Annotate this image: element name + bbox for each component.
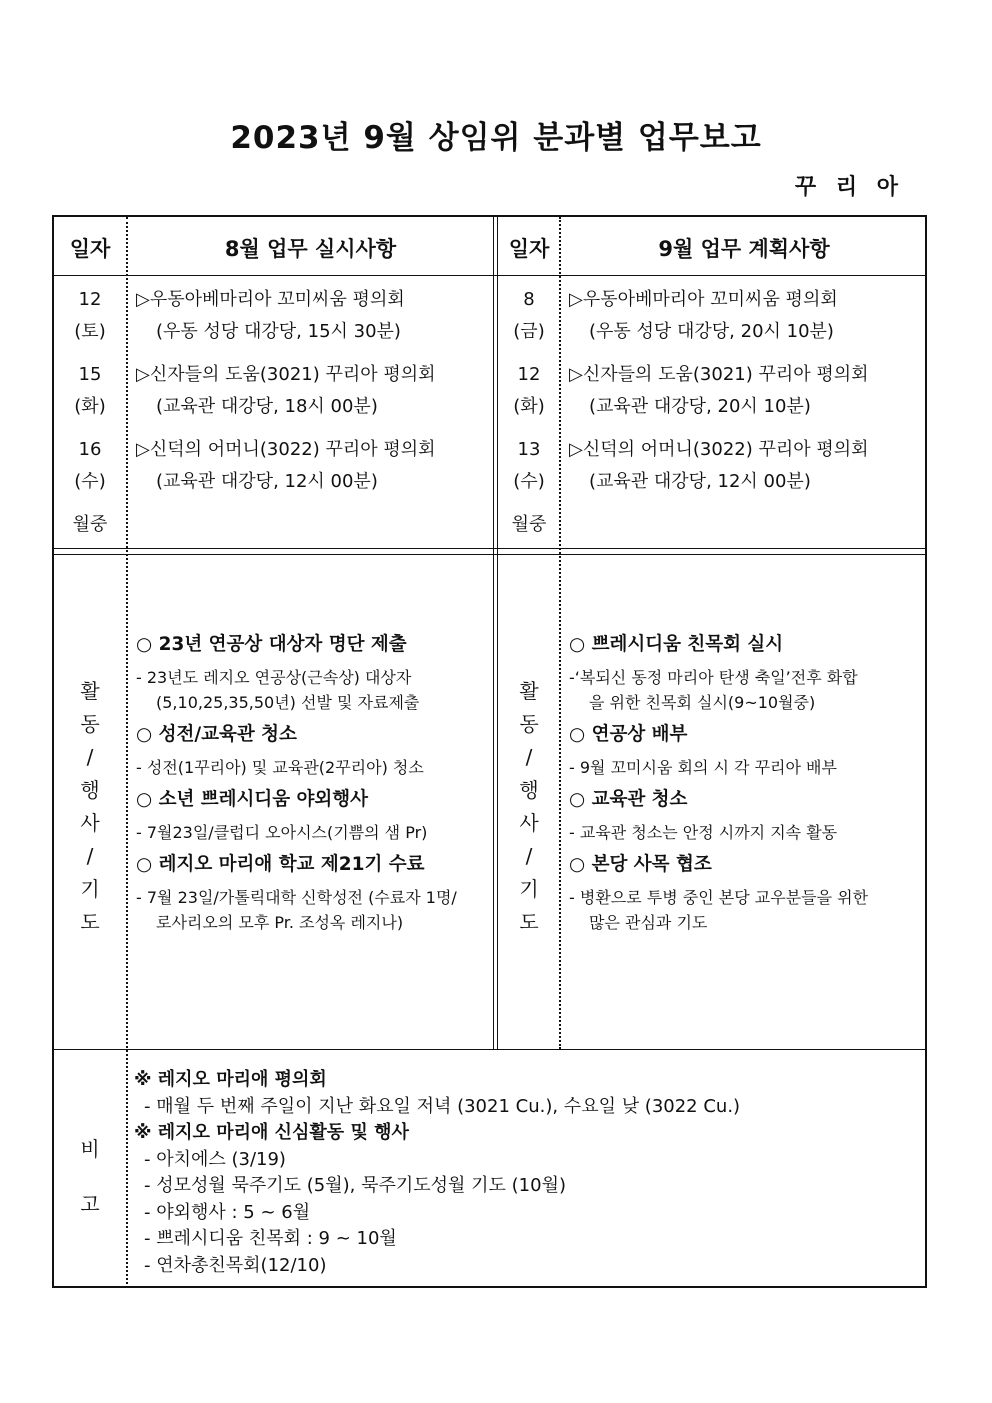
center-divider-left <box>493 217 494 1049</box>
monthly-label: 월중 <box>72 514 108 535</box>
activity-heading: ○ 연공상 배부 <box>569 724 688 745</box>
label-char: 고 <box>80 1192 100 1216</box>
list-item <box>136 284 436 348</box>
label-char: 동 <box>80 712 100 736</box>
header-august: 8월 업무 실시사항 <box>224 237 397 261</box>
label-char: / <box>86 844 94 868</box>
label-char: 동 <box>519 712 539 736</box>
activity-label-left <box>54 675 126 939</box>
meeting-detail: (교육관 대강당, 12시 00분) <box>156 471 378 492</box>
activity-heading: ○ 쁘레시디움 친목회 실시 <box>569 634 784 655</box>
list-item <box>136 359 436 423</box>
activity-heading: ○ 레지오 마리애 학교 제21기 수료 <box>136 854 425 875</box>
date-weekday: (수) <box>513 471 545 492</box>
date-weekday: (금) <box>513 321 545 342</box>
september-schedule <box>569 284 869 509</box>
label-char: / <box>525 844 533 868</box>
activity-line: - 23년도 레지오 연공상(근속상) 대상자 <box>136 668 412 687</box>
remarks-line: - 매월 두 번째 주일이 지난 화요일 저녁 (3021 Cu.), 수요일 낮 (3022 Cu.) <box>144 1095 741 1117</box>
date2-column-divider <box>559 217 561 1049</box>
activity-line: - 7월 23일/가톨릭대학 신학성전 (수료자 1명/ <box>136 888 457 907</box>
label-char: / <box>86 745 94 769</box>
date-column-divider <box>126 217 128 1288</box>
list-item <box>569 434 869 498</box>
activity-heading: ○ 교육관 청소 <box>569 789 688 810</box>
activity-line: 을 위한 친목회 실시(9~10월중) <box>589 693 816 712</box>
list-item <box>136 434 436 498</box>
activity-line: - 성전(1꾸리아) 및 교육관(2꾸리아) 청소 <box>136 758 424 777</box>
activity-line: - 교육관 청소는 안정 시까지 지속 활동 <box>569 823 838 842</box>
date-day: 15 <box>78 364 102 385</box>
center-divider-right <box>497 217 498 1049</box>
monthly-label: 월중 <box>511 514 547 535</box>
section-divider-top <box>54 548 925 549</box>
document-title: 2023년 9월 상임위 분과별 업무보고 <box>230 120 762 156</box>
meeting-detail: (교육관 대강당, 20시 10분) <box>589 396 811 417</box>
meeting-title: ▷우동아베마리아 꼬미씨움 평의회 <box>136 289 405 310</box>
label-char: 행 <box>80 778 100 802</box>
date-day: 16 <box>78 439 102 460</box>
august-schedule <box>136 284 436 509</box>
date-weekday: (화) <box>74 396 106 417</box>
meeting-title: ▷신자들의 도움(3021) 꾸리아 평의회 <box>136 364 436 385</box>
activity-line: (5,10,25,35,50년) 선발 및 자료제출 <box>156 693 420 712</box>
activity-line: - 9월 꼬미시움 회의 시 각 꾸리아 배부 <box>569 758 837 777</box>
date-day: 13 <box>517 439 541 460</box>
date-weekday: (화) <box>513 396 545 417</box>
meeting-title: ▷신덕의 어머니(3022) 꾸리아 평의회 <box>569 439 869 460</box>
label-char: 행 <box>519 778 539 802</box>
label-char: 사 <box>519 811 539 835</box>
meeting-detail: (교육관 대강당, 18시 00분) <box>156 396 378 417</box>
remarks-line: - 연차총친목회(12/10) <box>144 1254 327 1276</box>
label-char: 기 <box>519 877 539 901</box>
label-char: 도 <box>80 910 100 934</box>
remarks-content <box>134 1067 740 1279</box>
date-day: 8 <box>523 289 535 310</box>
list-item <box>569 359 869 423</box>
activity-line: 많은 관심과 기도 <box>589 913 708 932</box>
list-item <box>569 284 869 348</box>
meeting-detail: (우동 성당 대강당, 20시 10분) <box>589 321 834 342</box>
remarks-section-title: ※ 레지오 마리애 평의회 <box>134 1069 327 1090</box>
activity-line: - 병환으로 투병 중인 본당 교우분들을 위한 <box>569 888 869 907</box>
activity-heading: ○ 본당 사목 협조 <box>569 854 712 875</box>
section-divider-bottom <box>54 554 925 555</box>
remarks-divider <box>54 1049 925 1050</box>
label-char: 도 <box>519 910 539 934</box>
meeting-title: ▷신자들의 도움(3021) 꾸리아 평의회 <box>569 364 869 385</box>
activity-label-right <box>499 675 559 939</box>
organization-name: 꾸 리 아 <box>794 175 904 200</box>
remarks-line: - 야외행사 : 5 ~ 6월 <box>144 1201 311 1223</box>
meeting-title: ▷신덕의 어머니(3022) 꾸리아 평의회 <box>136 439 436 460</box>
header-september: 9월 업무 계획사항 <box>658 237 830 261</box>
remarks-line: - 쁘레시디움 친목회 : 9 ~ 10월 <box>144 1228 397 1249</box>
label-char: 비 <box>80 1137 100 1161</box>
date-weekday: (토) <box>74 321 106 342</box>
remarks-section-title: ※ 레지오 마리애 신심활동 및 행사 <box>134 1122 409 1143</box>
activity-heading: ○ 성전/교육관 청소 <box>136 724 297 745</box>
header-date: 일자 <box>69 237 111 261</box>
remarks-line: - 성모성월 묵주기도 (5월), 묵주기도성월 기도 (10월) <box>144 1175 566 1196</box>
august-activities <box>136 631 457 941</box>
september-dates <box>499 284 559 541</box>
activity-heading: ○ 소년 쁘레시디움 야외행사 <box>136 789 369 810</box>
activity-line: -‘복되신 동정 마리아 탄생 축일’전후 화합 <box>569 668 858 687</box>
label-char: / <box>525 745 533 769</box>
activity-line: 로사리오의 모후 Pr. 조성옥 레지나) <box>156 913 404 932</box>
date-day: 12 <box>78 289 102 310</box>
label-char: 사 <box>80 811 100 835</box>
september-activities <box>569 631 868 941</box>
remarks-label <box>54 1122 126 1232</box>
meeting-detail: (우동 성당 대강당, 15시 30분) <box>156 321 401 342</box>
label-char: 기 <box>80 877 100 901</box>
label-char: 활 <box>519 679 539 703</box>
august-dates <box>54 284 126 541</box>
activity-heading: ○ 23년 연공상 대상자 명단 제출 <box>136 634 407 655</box>
date-day: 12 <box>517 364 541 385</box>
activity-line: - 7월23일/클럽디 오아시스(기쁨의 샘 Pr) <box>136 823 428 842</box>
label-char: 활 <box>80 679 100 703</box>
meeting-title: ▷우동아베마리아 꼬미씨움 평의회 <box>569 289 838 310</box>
meeting-detail: (교육관 대강당, 12시 00분) <box>589 471 811 492</box>
header-divider <box>54 275 925 276</box>
remarks-line: - 아치에스 (3/19) <box>144 1148 286 1170</box>
date-weekday: (수) <box>74 471 106 492</box>
header-date2: 일자 <box>508 237 550 261</box>
